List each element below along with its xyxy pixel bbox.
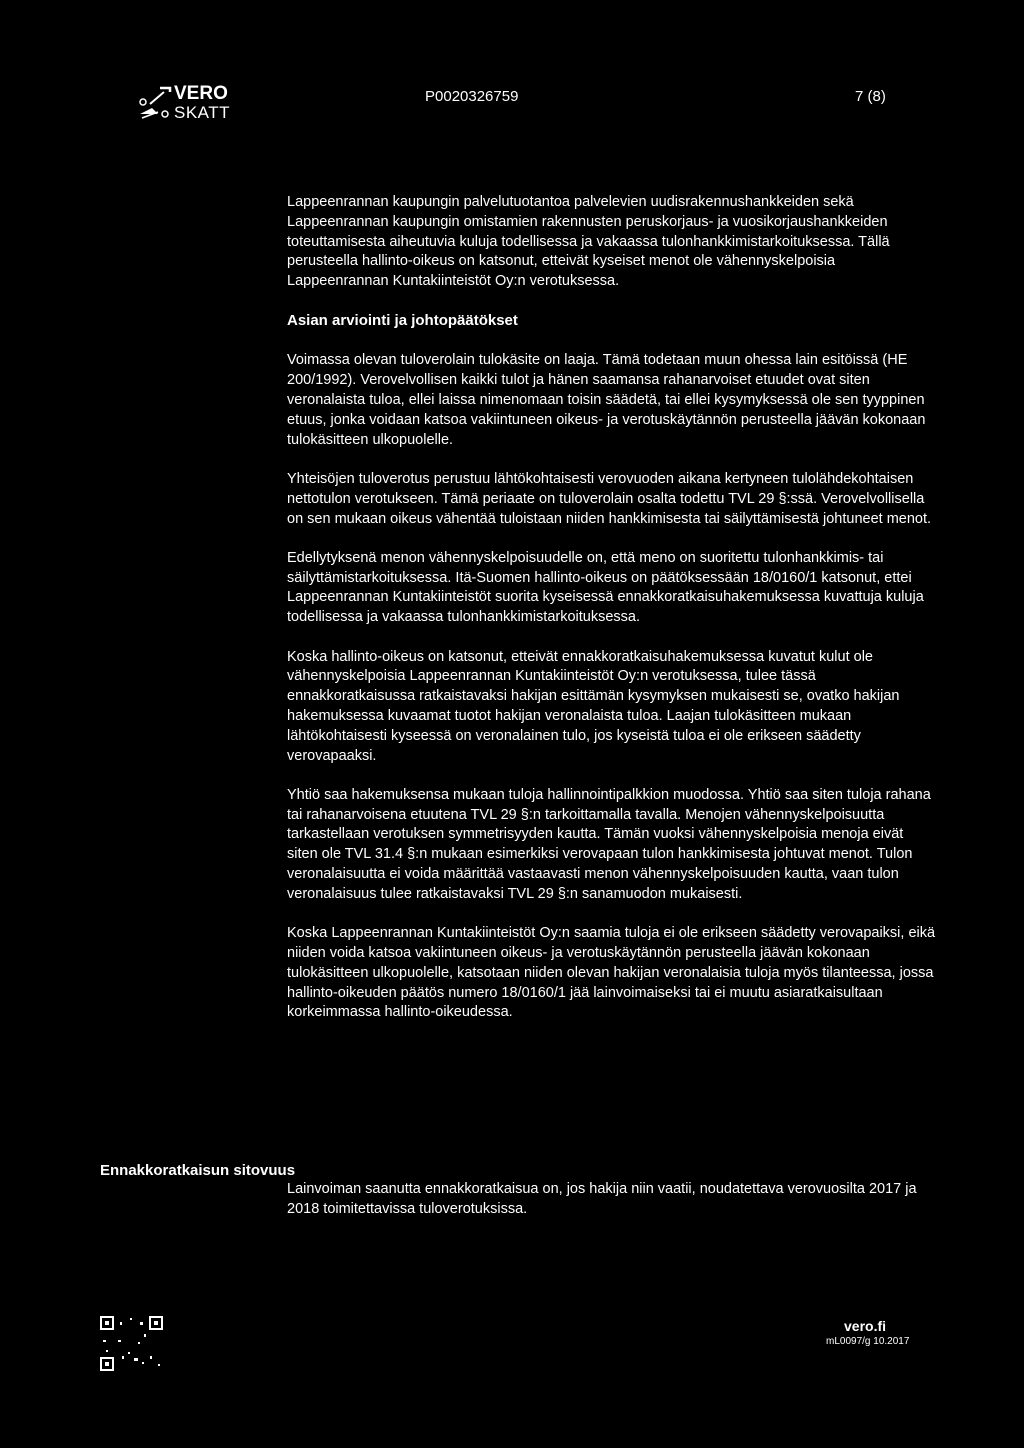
document-id: P0020326759: [425, 88, 519, 105]
paragraph-7: Koska Lappeenrannan Kuntakiinteistöt Oy:n saamia tuloja ei ole erikseen säädetty verovapaiksi, eikä niiden voida katsoa vakiintuneen oikeus- ja verotuskäytännön perusteella jäävän kokonaan tulokäsitteen ulkopuolelle, katsotaan niiden olevan hakijan veronalaisia tuloja myös tilanteessa, jossa hallinto-oikeuden päätös numero 18/0160/1 jää lainvoimaiseksi tai ei muutu asiaratkaisultaan korkeimmassa hallinto-oikeudessa.: [287, 925, 936, 1021]
footer-website: vero.fi: [844, 1318, 887, 1334]
page-number: 7 (8): [855, 88, 886, 105]
paragraph-5: Koska hallinto-oikeus on katsonut, etteivät ennakkoratkaisuhakemuksessa kuvatut kulut ole vähennyskelpoisia Lappeenrannan Kuntakiinteistöt Oy:n verotuksessa, tulee tässä ennakkoratkaisussa ratkaistavaksi hakijan esittämän kysymyksen mukaisesti se, ovatko hakijan hakemuksessa kuvaamat tuotot hakijan veronalaista tuloa. Laajan tulokäsitteen mukaan lähtökohtaisesti kyseessä on veronalainen tulo, jos kyseistä tuloa ei ole erikseen säädetty verovapaaksi.: [287, 648, 900, 764]
section-heading: Asian arviointi ja johtopäätökset: [287, 312, 518, 330]
logo-text-skatt: SKATT: [174, 103, 231, 122]
qr-code-icon: [100, 1316, 164, 1372]
sitovuus-text: Lainvoiman saanutta ennakkoratkaisua on, jos hakija niin vaatii, noudatettava verovuosilta 2017 ja 2018 toimitettavissa tuloverotuksissa.: [287, 1181, 917, 1217]
vero-skatt-logo: [138, 84, 238, 124]
paragraph-3: Yhteisöjen tuloverotus perustuu lähtökohtaisesti verovuoden aikana kertyneen tulolähdekohtaisen nettotulon verotukseen. Tämä periaate on tuloverolain osalta todettu TVL 29 §:ssä. Verovelvollisella on sen mukaan oikeus vähentää tuloistaan niiden hankkimisesta tai säilyttämisestä johtuneet menot.: [287, 470, 932, 527]
logo-emblem-icon: [138, 84, 174, 124]
logo-text-vero: VERO: [174, 83, 228, 104]
document-body: [287, 193, 937, 1043]
paragraph-6: Yhtiö saa hakemuksensa mukaan tuloja hallinnointipalkkion muodossa. Yhtiö saa siten tuloja rahana tai rahanarvoisena etuutena TVL 29 §:n tarkoittamalla tavalla. Menojen vähennyskelpoisuutta tarkastellaan verotuksen symmetrisyyden kautta. Tämän vuoksi vähennyskelpoisia menoja eivät siten ole TVL 31.4 §:n mukaan esimerkiksi verovapaan tulon hankkimisesta johtuvat menot. Tulon veronalaisuutta ei voida määrittää vastaavasti menon vähennyskelpoisuuden kautta, vaan tulon veronalaisuus tulee ratkaistavaksi TVL 29 §:n sanamuodon mukaisesti.: [287, 786, 931, 902]
paragraph-1: Lappeenrannan kaupungin palvelutuotantoa palvelevien uudisrakennushankkeiden sekä Lappeenrannan kaupungin omistamien rakennusten peruskorjaus- ja vuosikorjaushankkeiden toteuttamisesta aiheutuvia kuluja todellisessa ja vakaassa tulonhankkimistarkoituksessa. Tällä perusteella hallinto-oikeus on katsonut, etteivät kyseiset menot ole vähennyskelpoisia Lappeenrannan Kuntakiinteistöt Oy:n verotuksessa.: [287, 194, 890, 290]
footer-form-code: mL0097/g 10.2017: [826, 1336, 910, 1347]
paragraph-4: Edellytyksenä menon vähennyskelpoisuudelle on, että meno on suoritettu tulonhankkimis- tai säilyttämistarkoituksessa. Itä-Suomen hallinto-oikeus on päätöksessään 18/0160/1 katsonut, ettei Lappeenrannan Kuntakiinteistöt suorita kyseisessä ennakkoratkaisuhakemuksessa kuvattuja kuluja todellisessa ja vakaassa tulonhankkimistarkoituksessa.: [287, 549, 924, 626]
sitovuus-heading: Ennakkoratkaisun sitovuus: [100, 1162, 296, 1179]
paragraph-2: Voimassa olevan tuloverolain tulokäsite on laaja. Tämä todetaan muun ohessa lain esitöissä (HE 200/1992). Verovelvollisen kaikki tulot ja hänen saamansa rahanarvoiset etuudet ovat siten veronalaista tuloa, ellei laissa nimenomaan toisin säädetä, tai ellei kysymyksessä ole sen tyyppinen etuus, jonka voidaan katsoa vakiintuneen oikeus- ja verotuskäytännön perusteella jäävän kokonaan tulokäsitteen ulkopuolelle.: [287, 352, 926, 448]
